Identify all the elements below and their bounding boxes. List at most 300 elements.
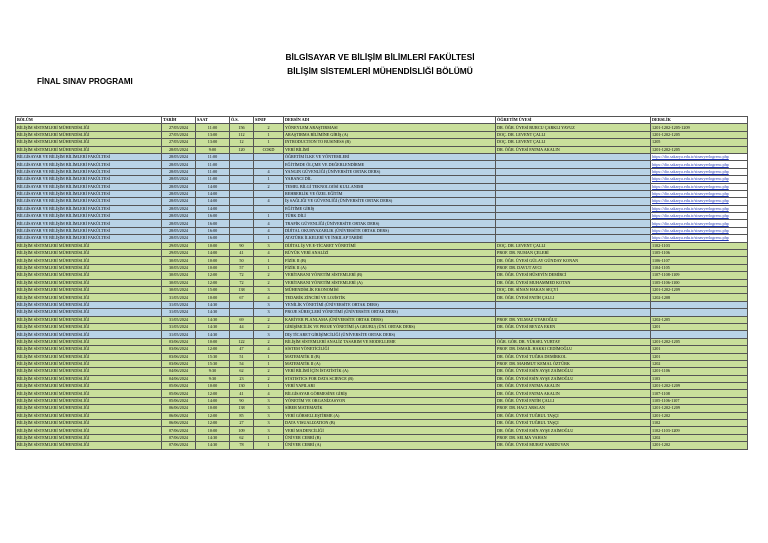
cell-tarih: 29/05/2024: [162, 242, 196, 249]
cell-saat: 14:30: [196, 323, 230, 330]
derslik-link[interactable]: https://dio.sakarya.edu.tr/sinavyerlogrenc.php: [652, 183, 729, 189]
cell-tarih: 30/05/2024: [162, 257, 196, 264]
cell-bolum: BİLİŞİM SİSTEMLERİ MÜHENDİSLİĞİ: [16, 360, 162, 367]
cell-tarih: 28/05/2024: [162, 213, 196, 220]
cell-saat: 14:00: [196, 198, 230, 205]
program-title: FİNAL SINAV PROGRAMI: [37, 77, 133, 86]
table-row: [16, 257, 748, 264]
cell-ogretim-uyesi: [496, 168, 651, 175]
cell-tarih: 27/05/2024: [162, 131, 196, 138]
cell-bolum: BİLGİSAYAR VE BİLİŞİM BİLİMLERİ FAKÜLTESİ: [16, 183, 162, 190]
cell-bolum: BİLİŞİM SİSTEMLERİ MÜHENDİSLİĞİ: [16, 294, 162, 301]
cell-derslik: 1202-1205: [651, 316, 748, 323]
table-row: [16, 124, 748, 131]
cell-sinif: 1: [254, 139, 284, 146]
cell-bolum: BİLİŞİM SİSTEMLERİ MÜHENDİSLİĞİ: [16, 405, 162, 412]
cell-bolum: BİLİŞİM SİSTEMLERİ MÜHENDİSLİĞİ: [16, 272, 162, 279]
cell-dersin-adi: YÖNETİM VE ORGANİZASYON: [284, 397, 496, 404]
cell-ogretim-uyesi: [496, 161, 651, 168]
cell-derslik: 1202: [651, 434, 748, 441]
header-ogretim-uyesi: ÖĞRETİM ÜYESİ: [496, 117, 651, 124]
table-row: [16, 227, 748, 234]
cell-derslik: [651, 198, 748, 205]
header-sinif: SINIF: [254, 117, 284, 124]
cell-tarih: 03/06/2024: [162, 346, 196, 353]
cell-ogretim-uyesi: DOÇ. DR. SİNAN HAKAN SEÇYİ: [496, 286, 651, 293]
cell-saat: 14:00: [196, 190, 230, 197]
cell-bolum: BİLİŞİM SİSTEMLERİ MÜHENDİSLİĞİ: [16, 264, 162, 271]
cell-tarih: 29/05/2024: [162, 250, 196, 257]
cell-dersin-adi: BİLGİSAYAR GÖRMESİNE GİRİŞ: [284, 390, 496, 397]
cell-ogretim-uyesi: DR. ÖĞR. ÜYESİ ESİN AYŞE ZAİMOĞLU: [496, 375, 651, 382]
cell-dersin-adi: BİLİŞİM SİSTEMLERİ ANALİZ TASARIM VE MODELLEME: [284, 338, 496, 345]
cell-derslik: [651, 220, 748, 227]
cell-ogretim-uyesi: DR. ÖĞR. ÜYESİ HÜSEYİN DEMİRCİ: [496, 272, 651, 279]
cell-bolum: BİLGİSAYAR VE BİLİŞİM BİLİMLERİ FAKÜLTESİ: [16, 190, 162, 197]
cell-saat: 14:30: [196, 331, 230, 338]
cell-sinif: 4: [254, 227, 284, 234]
cell-sinif: 4: [254, 220, 284, 227]
cell-ogretim-uyesi: [496, 213, 651, 220]
cell-dersin-adi: VERİ BİLİMİ İÇİN İSTATİSTİK (A): [284, 368, 496, 375]
cell-derslik: [651, 176, 748, 183]
cell-saat: 10:00: [196, 338, 230, 345]
cell-derslik: 1104-1105: [651, 264, 748, 271]
table-row: [16, 412, 748, 419]
cell-derslik: 1201-1202-1205: [651, 146, 748, 153]
cell-derslik: 1107-1108-1109: [651, 272, 748, 279]
cell-dersin-adi: FİZİK II (A): [284, 264, 496, 271]
cell-bolum: BİLİŞİM SİSTEMLERİ MÜHENDİSLİĞİ: [16, 279, 162, 286]
cell-bolum: BİLGİSAYAR VE BİLİŞİM BİLİMLERİ FAKÜLTESİ: [16, 168, 162, 175]
cell-ogretim-uyesi: [496, 235, 651, 242]
table-row: [16, 331, 748, 338]
table-row: [16, 368, 748, 375]
derslik-link[interactable]: https://dio.sakarya.edu.tr/sinavyerlogrenc.php: [652, 220, 729, 226]
table-row: [16, 286, 748, 293]
cell-saat: 14:30: [196, 442, 230, 449]
cell-sinif: 4: [254, 390, 284, 397]
cell-saat: 14:00: [196, 250, 230, 257]
cell-bolum: BİLİŞİM SİSTEMLERİ MÜHENDİSLİĞİ: [16, 346, 162, 353]
cell-bolum: BİLİŞİM SİSTEMLERİ MÜHENDİSLİĞİ: [16, 139, 162, 146]
cell-bolum: BİLİŞİM SİSTEMLERİ MÜHENDİSLİĞİ: [16, 375, 162, 382]
table-row: [16, 309, 748, 316]
cell-dersin-adi: KARİYER PLANLAMA (ÜNİVERSİTE ORTAK DERS): [284, 316, 496, 323]
cell-derslik: 1201: [651, 346, 748, 353]
cell-ogrenci-sayisi: 54: [230, 360, 254, 367]
table-row: [16, 323, 748, 330]
cell-dersin-adi: INTRODUCTION TO BUSINESS (B): [284, 139, 496, 146]
cell-bolum: BİLİŞİM SİSTEMLERİ MÜHENDİSLİĞİ: [16, 397, 162, 404]
cell-bolum: BİLİŞİM SİSTEMLERİ MÜHENDİSLİĞİ: [16, 242, 162, 249]
cell-bolum: BİLİŞİM SİSTEMLERİ MÜHENDİSLİĞİ: [16, 250, 162, 257]
cell-tarih: 06/06/2024: [162, 420, 196, 427]
table-row: [16, 294, 748, 301]
cell-ogrenci-sayisi: 57: [230, 264, 254, 271]
derslik-link[interactable]: https://dio.sakarya.edu.tr/sinavyerlogrenc.php: [652, 198, 729, 204]
cell-derslik: 1201-1202-1209: [651, 405, 748, 412]
cell-ogretim-uyesi: PROF. DR. HACI ARSLAN: [496, 405, 651, 412]
cell-tarih: 07/06/2024: [162, 442, 196, 449]
cell-dersin-adi: TÜRK DİLİ: [284, 213, 496, 220]
cell-dersin-adi: VERİ YAPILARI: [284, 383, 496, 390]
cell-saat: 14:00: [196, 183, 230, 190]
cell-dersin-adi: DATA VISUALIZATION (B): [284, 420, 496, 427]
cell-sinif: 1: [254, 176, 284, 183]
cell-dersin-adi: ÜNİVER CEBRİ (B): [284, 434, 496, 441]
cell-sinif: 1: [254, 131, 284, 138]
table-row: [16, 434, 748, 441]
cell-saat: 16:00: [196, 213, 230, 220]
cell-sinif: 3: [254, 397, 284, 404]
cell-ogretim-uyesi: PROF. DR. YILMAZ UYAROĞLU: [496, 316, 651, 323]
cell-tarih: 27/05/2024: [162, 124, 196, 131]
cell-dersin-adi: DİJİTAL OKURYAZARLIK (ÜNİVERSİTE ORTAK DERS): [284, 227, 496, 234]
cell-sinif: 2: [254, 272, 284, 279]
cell-tarih: 04/06/2024: [162, 375, 196, 382]
cell-saat: 14:00: [196, 205, 230, 212]
cell-saat: 15:30: [196, 360, 230, 367]
table-row: [16, 301, 748, 308]
cell-ogretim-uyesi: DOÇ. DR. LEVENT ÇALLI: [496, 139, 651, 146]
cell-bolum: BİLİŞİM SİSTEMLERİ MÜHENDİSLİĞİ: [16, 309, 162, 316]
cell-sinif: 4: [254, 294, 284, 301]
cell-tarih: 03/06/2024: [162, 360, 196, 367]
cell-ogretim-uyesi: [496, 190, 651, 197]
cell-dersin-adi: GİRİŞİMCİLİK VE PROJE YÖNETİMİ (A GRUBU) (ÜNİ. ORTAK DERS): [284, 323, 496, 330]
cell-ogrenci-sayisi: 62: [230, 434, 254, 441]
cell-ogrenci-sayisi: 44: [230, 323, 254, 330]
cell-ogrenci-sayisi: 112: [230, 131, 254, 138]
cell-tarih: 28/05/2024: [162, 235, 196, 242]
cell-bolum: BİLİŞİM SİSTEMLERİ MÜHENDİSLİĞİ: [16, 257, 162, 264]
table-row: [16, 242, 748, 249]
cell-saat: 16:00: [196, 235, 230, 242]
cell-sinif: 1: [254, 213, 284, 220]
table-row: [16, 213, 748, 220]
cell-dersin-adi: VERİTABANI YÖNETİM SİSTEMLERİ (B): [284, 272, 496, 279]
table-row: [16, 420, 748, 427]
cell-bolum: BİLİŞİM SİSTEMLERİ MÜHENDİSLİĞİ: [16, 124, 162, 131]
cell-ogretim-uyesi: PROF. DR. SELMA VAHAN: [496, 434, 651, 441]
cell-bolum: BİLGİSAYAR VE BİLİŞİM BİLİMLERİ FAKÜLTESİ: [16, 205, 162, 212]
cell-sinif: 2: [254, 316, 284, 323]
cell-sinif: 2: [254, 338, 284, 345]
table-row: [16, 161, 748, 168]
cell-sinif: 1: [254, 257, 284, 264]
cell-ogrenci-sayisi: 156: [230, 124, 254, 131]
cell-saat: 16:00: [196, 220, 230, 227]
cell-bolum: BİLİŞİM SİSTEMLERİ MÜHENDİSLİĞİ: [16, 316, 162, 323]
cell-sinif: 2: [254, 279, 284, 286]
cell-dersin-adi: MÜHENDİSLİK EKONOMİSİ: [284, 286, 496, 293]
header-derslik: DERSLİK: [651, 117, 748, 124]
cell-ogrenci-sayisi: 47: [230, 346, 254, 353]
cell-bolum: BİLGİSAYAR VE BİLİŞİM BİLİMLERİ FAKÜLTESİ: [16, 213, 162, 220]
cell-saat: 10:00: [196, 264, 230, 271]
derslik-link[interactable]: https://dio.sakarya.edu.tr/sinavyerlogrenc.php: [652, 235, 729, 241]
cell-sinif: [254, 161, 284, 168]
header-saat: SAAT: [196, 117, 230, 124]
cell-tarih: 31/05/2024: [162, 301, 196, 308]
cell-ogrenci-sayisi: [230, 183, 254, 190]
cell-dersin-adi: YANGIN GÜVENLİĞİ (ÜNİVERSİTE ORTAK DERS): [284, 168, 496, 175]
cell-derslik: 1202: [651, 360, 748, 367]
cell-ogretim-uyesi: DR. ÖĞR. ÜYESİ FATMA AKALIN: [496, 146, 651, 153]
cell-saat: 15:30: [196, 353, 230, 360]
cell-dersin-adi: YENİLİK YÖNETİMİ (ÜNİVERSİTE ORTAK DERS): [284, 301, 496, 308]
cell-dersin-adi: SİSTEM YÖNETİCİLİĞİ: [284, 346, 496, 353]
cell-bolum: BİLİŞİM SİSTEMLERİ MÜHENDİSLİĞİ: [16, 353, 162, 360]
cell-sinif: 1: [254, 383, 284, 390]
cell-dersin-adi: TEDARİK ZİNCİRİ VE LOJİSTİK: [284, 294, 496, 301]
cell-sinif: 3: [254, 331, 284, 338]
faculty-title: BİLGİSAYAR VE BİLİŞİM BİLİMLERİ FAKÜLTESİ: [285, 52, 475, 62]
cell-saat: 10:00: [196, 383, 230, 390]
cell-ogrenci-sayisi: [230, 205, 254, 212]
cell-ogretim-uyesi: [496, 220, 651, 227]
cell-ogretim-uyesi: [496, 227, 651, 234]
cell-tarih: 28/05/2024: [162, 227, 196, 234]
cell-derslik: [651, 168, 748, 175]
table-body: [16, 124, 748, 449]
cell-ogretim-uyesi: [496, 198, 651, 205]
table-row: [16, 360, 748, 367]
table-row: [16, 375, 748, 382]
cell-ogrenci-sayisi: 138: [230, 286, 254, 293]
table-row: [16, 316, 748, 323]
cell-bolum: BİLİŞİM SİSTEMLERİ MÜHENDİSLİĞİ: [16, 331, 162, 338]
cell-tarih: 31/05/2024: [162, 331, 196, 338]
cell-saat: 9:00: [196, 146, 230, 153]
cell-dersin-adi: EĞİTİME GİRİŞ: [284, 205, 496, 212]
cell-tarih: 27/05/2024: [162, 139, 196, 146]
cell-tarih: 28/05/2024: [162, 205, 196, 212]
derslik-link[interactable]: https://dio.sakarya.edu.tr/sinavyerlogrenc.php: [652, 228, 729, 234]
cell-derslik: 1107-1108: [651, 390, 748, 397]
cell-dersin-adi: SİBER MATEMATİK: [284, 405, 496, 412]
cell-bolum: BİLGİSAYAR VE BİLİŞİM BİLİMLERİ FAKÜLTESİ: [16, 235, 162, 242]
cell-derslik: 1201-1202-1205: [651, 131, 748, 138]
table-row: [16, 168, 748, 175]
cell-ogrenci-sayisi: 50: [230, 257, 254, 264]
cell-ogrenci-sayisi: 78: [230, 442, 254, 449]
cell-derslik: 1103: [651, 375, 748, 382]
cell-sinif: 3: [254, 412, 284, 419]
cell-saat: 14:30: [196, 309, 230, 316]
department-title: BİLİŞİM SİSTEMLERİ MÜHENDİSLİĞİ BÖLÜMÜ: [287, 66, 473, 76]
cell-saat: 11:00: [196, 153, 230, 160]
cell-dersin-adi: DIŞ TİCARET GİRİŞİMCİLİĞİ (ÜNİVERSİTE ORTAK DERS): [284, 331, 496, 338]
cell-derslik: [651, 301, 748, 308]
cell-ogrenci-sayisi: 69: [230, 316, 254, 323]
cell-ogretim-uyesi: DR. ÖĞR. ÜYESİ BURCU ÇARKLI YAVUZ: [496, 124, 651, 131]
cell-bolum: BİLİŞİM SİSTEMLERİ MÜHENDİSLİĞİ: [16, 323, 162, 330]
table-row: [16, 279, 748, 286]
cell-sinif: [254, 190, 284, 197]
header-dersin-adi: DERSİN ADI: [284, 117, 496, 124]
cell-ogretim-uyesi: DR. ÖĞR. ÜYESİ BEYZA EKEN: [496, 323, 651, 330]
cell-saat: 12:00: [196, 279, 230, 286]
cell-ogrenci-sayisi: 67: [230, 294, 254, 301]
cell-derslik: 1102-1103: [651, 242, 748, 249]
cell-derslik: [651, 161, 748, 168]
cell-tarih: 03/06/2024: [162, 338, 196, 345]
cell-bolum: BİLGİSAYAR VE BİLİŞİM BİLİMLERİ FAKÜLTESİ: [16, 198, 162, 205]
cell-ogretim-uyesi: DR. ÖĞR. ÜYESİ TUĞRUL TAŞÇI: [496, 412, 651, 419]
cell-ogretim-uyesi: PROF. DR. DAVUT AVCI: [496, 264, 651, 271]
cell-ogrenci-sayisi: [230, 198, 254, 205]
cell-sinif: 1: [254, 442, 284, 449]
cell-derslik: [651, 205, 748, 212]
cell-sinif: 3: [254, 405, 284, 412]
table-row: [16, 198, 748, 205]
table-row: [16, 153, 748, 160]
cell-saat: 10:00: [196, 427, 230, 434]
cell-derslik: 1201-1202-1209: [651, 286, 748, 293]
cell-ogrenci-sayisi: 41: [230, 250, 254, 257]
cell-sinif: 1: [254, 434, 284, 441]
cell-ogretim-uyesi: PROF. DR. MAHMUT KEMAL ÖZTÜRK: [496, 360, 651, 367]
cell-dersin-adi: VERİ MADENCİLİĞİ: [284, 427, 496, 434]
cell-tarih: 31/05/2024: [162, 294, 196, 301]
derslik-link[interactable]: https://dio.sakarya.edu.tr/sinavyerlogrenc.php: [652, 205, 729, 211]
derslik-link[interactable]: https://dio.sakarya.edu.tr/sinavyerlogrenc.php: [652, 154, 729, 160]
cell-sinif: [254, 153, 284, 160]
cell-ogrenci-sayisi: 51: [230, 353, 254, 360]
cell-bolum: BİLGİSAYAR VE BİLİŞİM BİLİMLERİ FAKÜLTESİ: [16, 153, 162, 160]
table-row: [16, 353, 748, 360]
cell-ogretim-uyesi: DR. ÖĞR. ÜYESİ MURAT SARIDUVAN: [496, 442, 651, 449]
cell-derslik: 1102: [651, 420, 748, 427]
cell-tarih: 30/05/2024: [162, 272, 196, 279]
cell-ogrenci-sayisi: 23: [230, 375, 254, 382]
cell-derslik: 1201: [651, 323, 748, 330]
cell-derslik: [651, 183, 748, 190]
cell-ogrenci-sayisi: [230, 301, 254, 308]
cell-derslik: [651, 331, 748, 338]
table-row: [16, 383, 748, 390]
cell-ogrenci-sayisi: [230, 227, 254, 234]
cell-dersin-adi: MATEMATİK II (B): [284, 353, 496, 360]
cell-tarih: 07/06/2024: [162, 427, 196, 434]
cell-bolum: BİLİŞİM SİSTEMLERİ MÜHENDİSLİĞİ: [16, 390, 162, 397]
cell-ogretim-uyesi: ÖĞR. GÖR. DR. YÜKSEL YURTAY: [496, 338, 651, 345]
cell-sinif: 3: [254, 242, 284, 249]
cell-sinif: COKD: [254, 146, 284, 153]
cell-ogretim-uyesi: [496, 309, 651, 316]
cell-bolum: BİLİŞİM SİSTEMLERİ MÜHENDİSLİĞİ: [16, 146, 162, 153]
cell-tarih: 06/06/2024: [162, 405, 196, 412]
cell-bolum: BİLİŞİM SİSTEMLERİ MÜHENDİSLİĞİ: [16, 338, 162, 345]
cell-derslik: [651, 153, 748, 160]
derslik-link[interactable]: https://dio.sakarya.edu.tr/sinavyerlogrenc.php: [652, 168, 729, 174]
cell-ogrenci-sayisi: [230, 220, 254, 227]
cell-sinif: 2: [254, 183, 284, 190]
cell-ogrenci-sayisi: 62: [230, 368, 254, 375]
cell-sinif: 1: [254, 353, 284, 360]
cell-saat: 14:30: [196, 301, 230, 308]
cell-bolum: BİLİŞİM SİSTEMLERİ MÜHENDİSLİĞİ: [16, 383, 162, 390]
cell-sinif: 3: [254, 427, 284, 434]
table-header-row: [16, 117, 748, 124]
cell-sinif: 1: [254, 264, 284, 271]
cell-bolum: BİLGİSAYAR VE BİLİŞİM BİLİMLERİ FAKÜLTESİ: [16, 161, 162, 168]
cell-ogrenci-sayisi: [230, 153, 254, 160]
cell-ogretim-uyesi: PROF. DR. NUMAN ÇELEBİ: [496, 250, 651, 257]
cell-sinif: 2: [254, 368, 284, 375]
cell-bolum: BİLİŞİM SİSTEMLERİ MÜHENDİSLİĞİ: [16, 442, 162, 449]
cell-dersin-adi: EĞİTİMDE ÖLÇME VE DEĞERLENDİRME: [284, 161, 496, 168]
cell-tarih: 28/05/2024: [162, 198, 196, 205]
cell-dersin-adi: VERİ BİLİMİ: [284, 146, 496, 153]
cell-bolum: BİLİŞİM SİSTEMLERİ MÜHENDİSLİĞİ: [16, 412, 162, 419]
cell-dersin-adi: BÜYÜK VERİ ANALİZİ: [284, 250, 496, 257]
cell-derslik: 1201-1202: [651, 442, 748, 449]
table-row: [16, 264, 748, 271]
cell-dersin-adi: FİZİK II (B): [284, 257, 496, 264]
cell-bolum: BİLGİSAYAR VE BİLİŞİM BİLİMLERİ FAKÜLTESİ: [16, 227, 162, 234]
cell-saat: 10:00: [196, 242, 230, 249]
cell-saat: 10:00: [196, 405, 230, 412]
cell-dersin-adi: ÜNİVER CEBRİ (A): [284, 442, 496, 449]
cell-dersin-adi: ARAŞTIRMA BİLİMİNE GİRİŞ (A): [284, 131, 496, 138]
cell-derslik: 1201-1202-1205: [651, 338, 748, 345]
cell-ogrenci-sayisi: 12: [230, 139, 254, 146]
cell-tarih: 30/05/2024: [162, 264, 196, 271]
cell-derslik: [651, 309, 748, 316]
cell-tarih: 31/05/2024: [162, 309, 196, 316]
derslik-link[interactable]: https://dio.sakarya.edu.tr/sinavyerlogrenc.php: [652, 191, 729, 197]
table-row: [16, 183, 748, 190]
cell-dersin-adi: STATISTICS FOR DATA SCIENCE (B): [284, 375, 496, 382]
cell-ogretim-uyesi: [496, 205, 651, 212]
cell-derslik: 1201-1202: [651, 412, 748, 419]
cell-derslik: [651, 213, 748, 220]
table-row: [16, 346, 748, 353]
cell-saat: 10:00: [196, 257, 230, 264]
cell-ogrenci-sayisi: 72: [230, 272, 254, 279]
cell-bolum: BİLİŞİM SİSTEMLERİ MÜHENDİSLİĞİ: [16, 286, 162, 293]
cell-derslik: 1105-1106: [651, 250, 748, 257]
cell-ogrenci-sayisi: 90: [230, 397, 254, 404]
cell-ogretim-uyesi: DR. ÖĞR. ÜYESİ FATMA AKALIN: [496, 383, 651, 390]
cell-derslik: [651, 235, 748, 242]
cell-saat: 11:00: [196, 168, 230, 175]
cell-dersin-adi: DİJİTAL İŞ VE E-TİCARET YÖNETİMİ: [284, 242, 496, 249]
cell-bolum: BİLİŞİM SİSTEMLERİ MÜHENDİSLİĞİ: [16, 368, 162, 375]
cell-ogretim-uyesi: DR. ÖĞR. ÜYESİ MUHAMMED KOTAN: [496, 279, 651, 286]
table-row: [16, 397, 748, 404]
cell-ogrenci-sayisi: 41: [230, 390, 254, 397]
cell-sinif: 2: [254, 124, 284, 131]
cell-sinif: 4: [254, 168, 284, 175]
cell-saat: 12:00: [196, 420, 230, 427]
cell-bolum: BİLGİSAYAR VE BİLİŞİM BİLİMLERİ FAKÜLTESİ: [16, 176, 162, 183]
cell-sinif: 4: [254, 346, 284, 353]
cell-sinif: 3: [254, 420, 284, 427]
cell-ogretim-uyesi: [496, 176, 651, 183]
derslik-link[interactable]: https://dio.sakarya.edu.tr/sinavyerlogrenc.php: [652, 213, 729, 219]
cell-ogrenci-sayisi: [230, 213, 254, 220]
header-tarih: TARİH: [162, 117, 196, 124]
derslik-link[interactable]: https://dio.sakarya.edu.tr/sinavyerlogrenc.php: [652, 176, 729, 182]
exam-schedule-table: [15, 116, 748, 450]
derslik-link[interactable]: https://dio.sakarya.edu.tr/sinavyerlogrenc.php: [652, 161, 729, 167]
cell-tarih: 04/06/2024: [162, 368, 196, 375]
table-row: [16, 427, 748, 434]
